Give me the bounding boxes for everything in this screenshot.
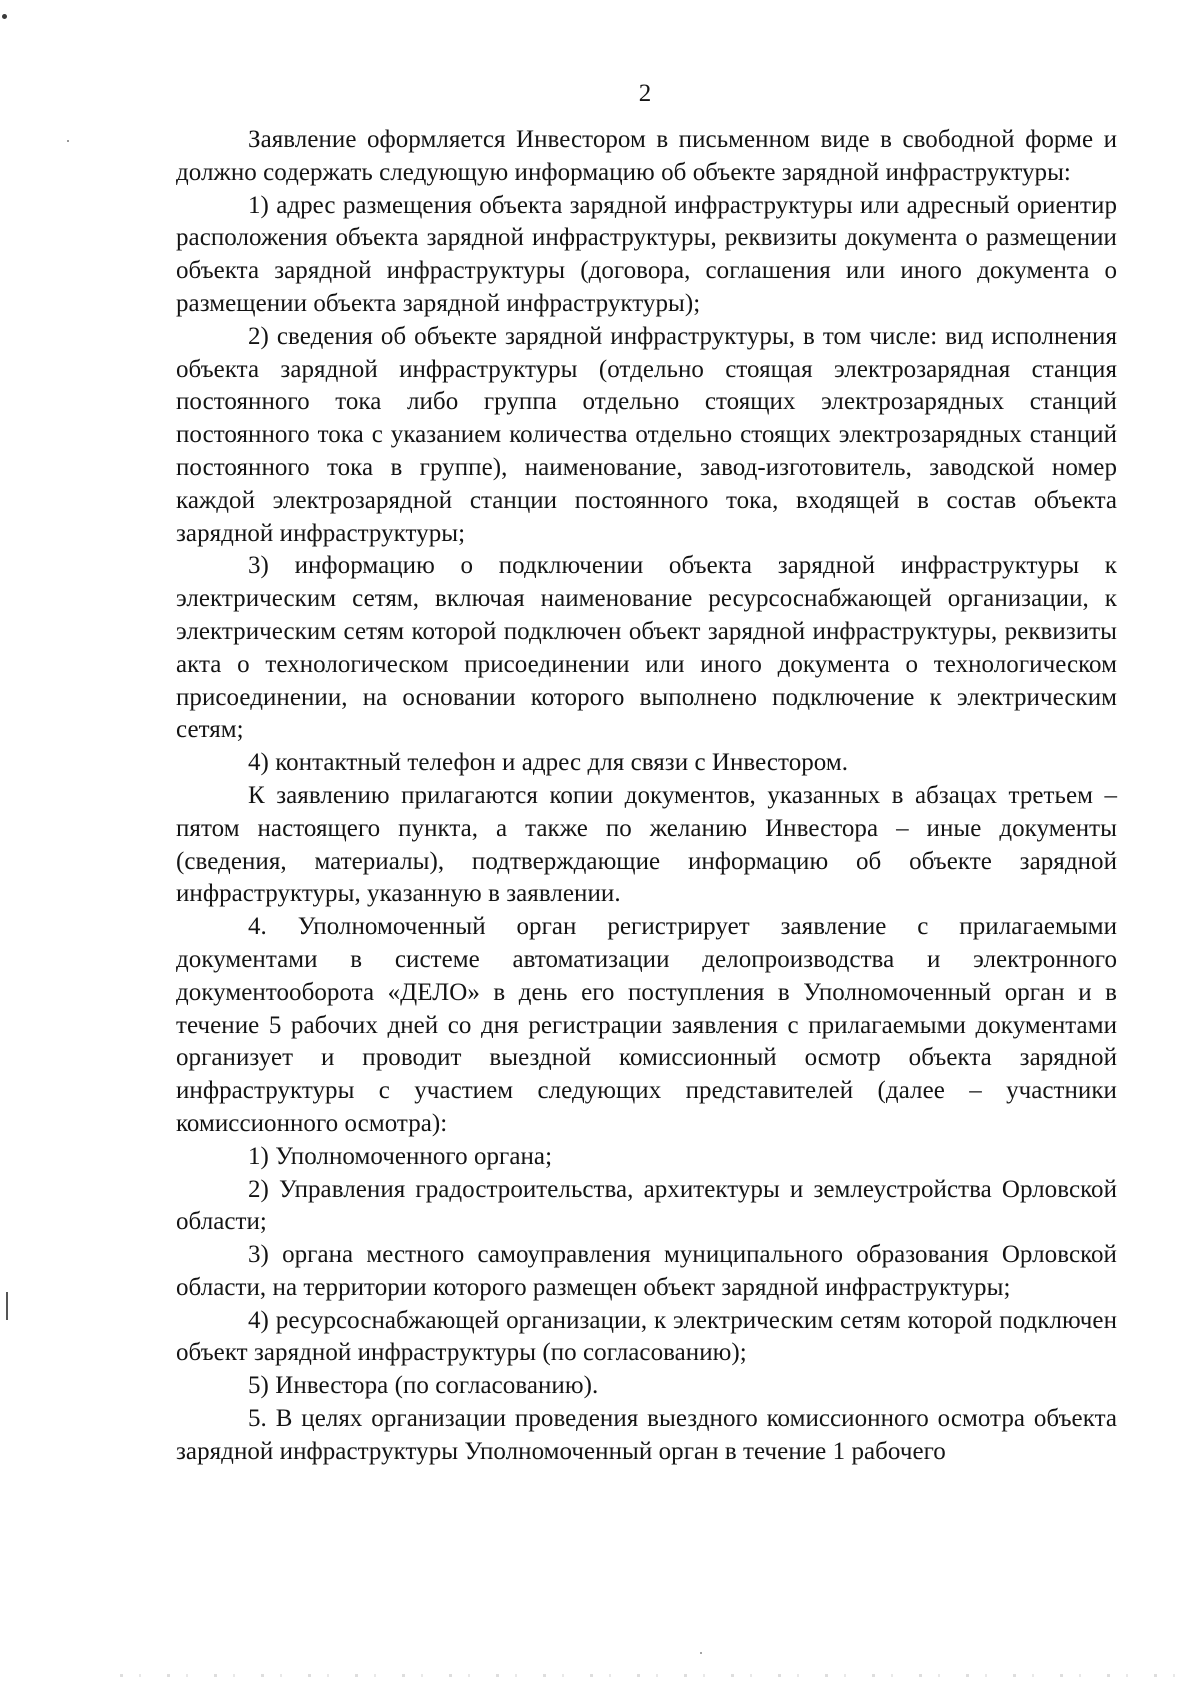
scan-speck [2,14,7,19]
paragraph-item-grid-connection: 3) информацию о подключении объекта зарядной инфраструктуры к электрическим сетям, включая наименование ресурсоснабжающей организации, к электрическим сетям которой подключен объект зарядной инфраструктуры, реквизиты акта о технологическом присоединении или иного документа о технологическом присоединении, на основании которого выполнено подключение к электрическим сетям; [176,552,1117,744]
paragraph-item-contacts: 4) контактный телефон и адрес для связи с Инвестором. [248,749,849,777]
paragraph-clause-4: 4. Уполномоченный орган регистрирует заявление с прилагаемыми документами в системе автоматизации делопроизводства и электронного документооборота «ДЕЛО» в день его поступления в Уполномоченный орган и в течение 5 рабочих дней со дня регистрации заявления с прилагаемыми документами организует и проводит выездной комиссионный осмотр объекта зарядной инфраструктуры с участием следующих представителей (далее – участники комиссионного осмотра): [176,913,1117,1137]
paragraph-clause-5: 5. В целях организации проведения выездного комиссионного осмотра объекта зарядной инфраструктуры Уполномоченный орган в течение 1 рабочего [176,1405,1117,1465]
scan-margin-mark [6,1292,8,1320]
paragraph-application-form: Заявление оформляется Инвестором в письменном виде в свободной форме и должно содержать следующую информацию об объекте зарядной инфраструктуры: [176,126,1117,186]
paragraph-item-station-info: 2) сведения об объекте зарядной инфраструктуры, в том числе: вид исполнения объекта зарядной инфраструктуры (отдельно стоящая электрозарядная станция постоянного тока либо группа отдельно стоящих электрозарядных станций постоянного тока с указанием количества отдельно стоящих электрозарядных станций постоянного тока в группе), наименование, завод-изготовитель, заводской номер каждой электрозарядной станции постоянного тока, входящей в состав объекта зарядной инфраструктуры; [176,322,1117,547]
paragraph-participant-2: 2) Управления градостроительства, архитектуры и землеустройства Орловской области; [176,1175,1117,1236]
paragraph-participant-5: 5) Инвестора (по согласованию). [248,1372,599,1400]
scan-noise-strip [120,1674,1180,1677]
scan-speck [700,1652,702,1654]
paragraph-item-address: 1) адрес размещения объекта зарядной инфраструктуры или адресный ориентир расположения объекта зарядной инфраструктуры, реквизиты документа о размещении объекта зарядной инфраструктуры (договора, соглашения или иного документа о размещении объекта зарядной инфраструктуры); [176,191,1117,317]
document-body [176,124,1117,1469]
paragraph-participant-3: 3) органа местного самоуправления муниципального образования Орловской области, на территории которого размещен объект зарядной инфраструктуры; [176,1241,1117,1301]
paragraph-attachments: К заявлению прилагаются копии документов, указанных в абзацах третьем – пятом настоящего пункта, а также по желанию Инвестора – иные документы (сведения, материалы), подтверждающие информацию об объекте зарядной инфраструктуры, указанную в заявлении. [176,781,1117,908]
scan-speck [67,140,69,142]
paragraph-participant-1: 1) Уполномоченного органа; [248,1142,553,1170]
page-number: 2 [638,80,652,107]
paragraph-participant-4: 4) ресурсоснабжающей организации, к электрическим сетям которой подключен объект зарядной инфраструктуры (по согласованию); [176,1306,1117,1367]
